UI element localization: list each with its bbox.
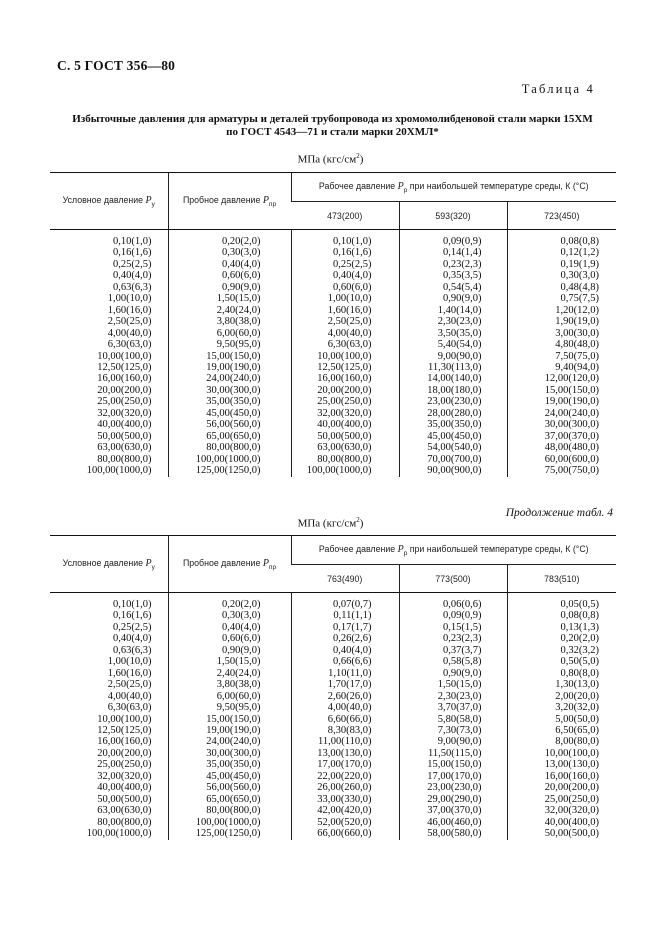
table-caption (50, 113, 615, 139)
table-cell: 100,00(1000,0) (86, 828, 152, 840)
table-cell: 20,00(200,0) (97, 747, 152, 759)
table-cell: 0,40(4,0) (291, 645, 399, 656)
table-cell: 4,00(40,0) (291, 328, 399, 339)
table-cell: 4,00(40,0) (291, 702, 399, 713)
table-cell: 25,00(250,0) (97, 759, 152, 771)
table-cell: 16,00(160,0) (97, 736, 152, 748)
table-cell: 80,00(800,0) (97, 453, 152, 465)
table-cell: 7,30(73,0) (399, 725, 507, 736)
table-cell: 0,35(3,5) (399, 270, 507, 281)
table-cell: 100,00(1000,0) (86, 465, 152, 477)
table-row (50, 633, 616, 644)
table-row (50, 373, 616, 384)
table-cell: 0,16(1,6) (113, 247, 152, 259)
table-cell: 0,60(6,0) (291, 282, 399, 293)
table-cell: 22,00(220,0) (291, 771, 399, 782)
table-body-1 (50, 230, 616, 477)
table-cell: 26,00(260,0) (291, 782, 399, 793)
table-row (50, 454, 616, 465)
table-cell: 2,50(25,0) (291, 316, 399, 327)
table-row (50, 656, 616, 667)
table-row (50, 782, 616, 793)
table-cell: 16,00(160,0) (97, 373, 152, 385)
header-working-pressure: Рабочее давление $P_р$ при наибольшей температуре среды, К (°С) (291, 536, 616, 565)
table-cell: 6,30(63,0) (107, 339, 152, 351)
header-nominal-pressure: Условное давление $P_y$ (50, 173, 168, 230)
units-suffix: ) (359, 153, 364, 166)
units-label-2 (0, 516, 661, 530)
table-cell: 1,50(15,0) (168, 656, 291, 667)
table-cell: 0,63(6,3) (113, 644, 152, 656)
table-cell: 3,80(38,0) (168, 679, 291, 690)
table-row (50, 748, 616, 759)
table-cell: 65,00(650,0) (168, 794, 291, 805)
page-header: С. 5 ГОСТ 356—80 (57, 58, 176, 73)
table-cell: 10,00(100,0) (507, 748, 616, 759)
table-cell: 0,10(1,0) (113, 599, 152, 610)
units-suffix: ) (359, 517, 364, 530)
table-cell: 50,00(500,0) (97, 793, 152, 805)
table-cell: 32,00(320,0) (97, 407, 152, 419)
table-cell: 2,30(23,0) (399, 316, 507, 327)
table-cell: 0,40(4,0) (168, 622, 291, 633)
table-cell: 25,00(250,0) (97, 396, 152, 408)
table-row (50, 362, 616, 373)
table-cell: 0,40(4,0) (291, 270, 399, 281)
table-cell: 1,70(17,0) (291, 679, 399, 690)
table-cell: 1,00(10,0) (107, 293, 152, 305)
table-row (50, 351, 616, 362)
table-cell: 3,70(37,0) (399, 702, 507, 713)
table-cell: 1,50(15,0) (399, 679, 507, 690)
header-test-pressure: Пробное давление $P_{пр}$ (168, 173, 291, 230)
table-row (50, 259, 616, 270)
table-cell: 0,23(2,3) (399, 259, 507, 270)
table-cell: 25,00(250,0) (507, 794, 616, 805)
table-cell: 0,14(1,4) (399, 247, 507, 258)
table-cell: 0,16(1,6) (113, 610, 152, 622)
table-row (50, 805, 616, 816)
table-cell: 17,00(170,0) (291, 759, 399, 770)
table-cell: 3,00(30,0) (507, 328, 616, 339)
table-cell: 2,50(25,0) (107, 316, 152, 328)
table-cell: 9,50(95,0) (168, 702, 291, 713)
table-cell: 29,00(290,0) (399, 794, 507, 805)
table-cell: 25,00(250,0) (291, 396, 399, 407)
table-cell: 12,00(120,0) (507, 373, 616, 384)
table-cell: 32,00(320,0) (291, 408, 399, 419)
table-row (50, 431, 616, 442)
table-cell: 6,30(63,0) (291, 339, 399, 350)
table-cell: 30,00(300,0) (168, 385, 291, 396)
header-test-pressure: Пробное давление $P_{пр}$ (168, 536, 291, 593)
table-row (50, 702, 616, 713)
table-row (50, 282, 616, 293)
table-row (50, 465, 616, 476)
table-cell: 1,60(16,0) (291, 305, 399, 316)
table-cell: 45,00(450,0) (168, 408, 291, 419)
table-cell: 56,00(560,0) (168, 782, 291, 793)
table-cell: 125,00(1250,0) (168, 465, 291, 476)
table-cell: 0,60(6,0) (168, 633, 291, 644)
table-cell: 0,60(6,0) (168, 270, 291, 281)
table-cell: 63,00(630,0) (97, 442, 152, 454)
table-cell: 33,00(330,0) (291, 794, 399, 805)
table-cell: 0,40(4,0) (113, 270, 152, 282)
table-cell: 0,25(2,5) (291, 259, 399, 270)
table-cell: 37,00(370,0) (507, 431, 616, 442)
table-cell: 1,00(10,0) (291, 293, 399, 304)
table-cell: 17,00(170,0) (399, 771, 507, 782)
table-cell: 12,50(125,0) (97, 361, 152, 373)
table-cell: 0,90(9,0) (168, 282, 291, 293)
header-nominal-pressure: Условное давление $P_y$ (50, 536, 168, 593)
table-row (50, 771, 616, 782)
table-row (50, 339, 616, 350)
table-cell: 125,00(1250,0) (168, 828, 291, 839)
table-cell: 1,90(19,0) (507, 316, 616, 327)
table-cell: 24,00(240,0) (168, 736, 291, 747)
table-cell: 50,00(500,0) (507, 828, 616, 839)
table-cell: 0,25(2,5) (113, 258, 152, 270)
table-cell: 100,00(1000,0) (291, 465, 399, 476)
table-cell: 9,00(90,0) (399, 351, 507, 362)
table-cell: 11,50(115,0) (399, 748, 507, 759)
table-cell: 19,00(190,0) (507, 396, 616, 407)
table-cell: 0,75(7,5) (507, 293, 616, 304)
table-cell: 10,00(100,0) (97, 713, 152, 725)
table-row (50, 293, 616, 304)
table-cell: 6,00(60,0) (168, 691, 291, 702)
table-cell: 1,60(16,0) (107, 667, 152, 679)
table-cell: 10,00(100,0) (291, 351, 399, 362)
table-cell: 10,00(100,0) (97, 350, 152, 362)
units-exponent: 2 (356, 152, 360, 160)
table-cell: 2,60(26,0) (291, 691, 399, 702)
table-cell: 23,00(230,0) (399, 782, 507, 793)
table-cell: 0,66(6,6) (291, 656, 399, 667)
table-row (50, 328, 616, 339)
header-temperature: 773(500) (399, 565, 507, 593)
table-cell: 15,00(150,0) (507, 385, 616, 396)
table-cell: 0,58(5,8) (399, 656, 507, 667)
caption-line-2: по ГОСТ 4543—71 и стали марки 20ХМЛ* (226, 126, 439, 138)
table-row (50, 270, 616, 281)
header-temperature: 473(200) (291, 202, 399, 230)
table-cell: 3,80(38,0) (168, 316, 291, 327)
table-cell: 42,00(420,0) (291, 805, 399, 816)
table-row (50, 408, 616, 419)
table-cell: 13,00(130,0) (507, 759, 616, 770)
table-cell: 0,30(3,0) (168, 247, 291, 258)
table-cell: 24,00(240,0) (507, 408, 616, 419)
caption-line-1: Избыточные давления для арматуры и деталей трубопровода из хромомолибденовой стали марки 15ХМ (72, 113, 593, 125)
table-cell: 66,00(660,0) (291, 828, 399, 839)
table-row (50, 442, 616, 453)
table-cell: 11,30(113,0) (399, 362, 507, 373)
table-cell: 9,00(90,0) (399, 736, 507, 747)
table-row (50, 385, 616, 396)
units-prefix: МПа (кгс/см (297, 153, 357, 166)
table-cell: 5,00(50,0) (507, 714, 616, 725)
table-cell: 6,60(66,0) (291, 714, 399, 725)
pressure-table-2 (50, 535, 616, 840)
table-cell: 75,00(750,0) (507, 465, 616, 476)
table-cell: 3,20(32,0) (507, 702, 616, 713)
table-row (50, 817, 616, 828)
table-cell: 15,00(150,0) (168, 714, 291, 725)
table-cell: 1,20(12,0) (507, 305, 616, 316)
table-cell: 6,50(65,0) (507, 725, 616, 736)
table-cell: 37,00(370,0) (399, 805, 507, 816)
table-cell: 32,00(320,0) (507, 805, 616, 816)
table-label: Таблица 4 (521, 82, 595, 96)
table-cell: 70,00(700,0) (399, 454, 507, 465)
table-cell: 0,05(0,5) (507, 593, 616, 611)
table-cell: 50,00(500,0) (291, 431, 399, 442)
table-cell: 80,00(800,0) (168, 805, 291, 816)
table-cell: 0,32(3,2) (507, 645, 616, 656)
table-cell: 0,10(1,0) (291, 230, 399, 248)
table-cell: 56,00(560,0) (168, 419, 291, 430)
table-cell: 0,08(0,8) (507, 230, 616, 248)
table-cell: 0,10(1,0) (113, 236, 152, 247)
table-row (50, 610, 616, 621)
table-cell: 48,00(480,0) (507, 442, 616, 453)
table-cell: 5,80(58,0) (399, 714, 507, 725)
table-cell: 0,20(2,0) (168, 593, 291, 611)
table-cell: 0,48(4,8) (507, 282, 616, 293)
table-row (50, 247, 616, 258)
table-cell: 11,00(110,0) (291, 736, 399, 747)
table-cell: 8,30(83,0) (291, 725, 399, 736)
table-cell: 15,00(150,0) (399, 759, 507, 770)
units-exponent: 2 (356, 516, 360, 524)
table-cell: 0,07(0,7) (291, 593, 399, 611)
table-cell: 63,00(630,0) (97, 805, 152, 817)
table-cell: 0,26(2,6) (291, 633, 399, 644)
table-cell: 0,50(5,0) (507, 656, 616, 667)
table-cell: 30,00(300,0) (507, 419, 616, 430)
header-temperature: 763(490) (291, 565, 399, 593)
table-cell: 19,00(190,0) (168, 362, 291, 373)
table-row (50, 396, 616, 407)
table-cell: 0,40(4,0) (168, 259, 291, 270)
table-cell: 0,54(5,4) (399, 282, 507, 293)
table-cell: 0,30(3,0) (168, 610, 291, 621)
table-row (50, 714, 616, 725)
table-cell: 15,00(150,0) (168, 351, 291, 362)
table-cell: 0,63(6,3) (113, 281, 152, 293)
table-row (50, 230, 616, 248)
table-cell: 4,00(40,0) (107, 327, 152, 339)
pressure-table-1 (50, 172, 616, 477)
table-cell: 5,40(54,0) (399, 339, 507, 350)
table-cell: 23,00(230,0) (399, 396, 507, 407)
table-row (50, 725, 616, 736)
table-cell: 28,00(280,0) (399, 408, 507, 419)
table-cell: 2,40(24,0) (168, 305, 291, 316)
table-cell: 0,20(2,0) (168, 230, 291, 248)
table-cell: 4,00(40,0) (107, 690, 152, 702)
table-row (50, 316, 616, 327)
table-cell: 18,00(180,0) (399, 385, 507, 396)
table-row (50, 679, 616, 690)
table-cell: 100,00(1000,0) (168, 817, 291, 828)
table-cell: 80,00(800,0) (97, 816, 152, 828)
table-cell: 30,00(300,0) (168, 748, 291, 759)
table-cell: 24,00(240,0) (168, 373, 291, 384)
table-cell: 65,00(650,0) (168, 431, 291, 442)
table-cell: 45,00(450,0) (399, 431, 507, 442)
table-cell: 1,30(13,0) (507, 679, 616, 690)
table-cell: 12,50(125,0) (291, 362, 399, 373)
units-label-1 (0, 152, 661, 166)
header-temperature: 783(510) (507, 565, 616, 593)
table-cell: 20,00(200,0) (507, 782, 616, 793)
table-cell: 2,30(23,0) (399, 691, 507, 702)
table-cell: 20,00(200,0) (291, 385, 399, 396)
table-row (50, 645, 616, 656)
table-cell: 0,37(3,7) (399, 645, 507, 656)
table-cell: 14,00(140,0) (399, 373, 507, 384)
table-cell: 80,00(800,0) (168, 442, 291, 453)
table-cell: 0,19(1,9) (507, 259, 616, 270)
table-row (50, 691, 616, 702)
table-cell: 0,08(0,8) (507, 610, 616, 621)
table-cell: 0,90(9,0) (399, 668, 507, 679)
table-cell: 9,40(94,0) (507, 362, 616, 373)
table-cell: 40,00(400,0) (97, 782, 152, 794)
header-working-pressure: Рабочее давление $P_р$ при наибольшей температуре среды, К (°С) (291, 173, 616, 202)
table-cell: 3,50(35,0) (399, 328, 507, 339)
table-cell: 52,00(520,0) (291, 817, 399, 828)
table-cell: 0,09(0,9) (399, 610, 507, 621)
table-cell: 12,50(125,0) (97, 724, 152, 736)
table-cell: 7,50(75,0) (507, 351, 616, 362)
table-cell: 0,80(8,0) (507, 668, 616, 679)
table-cell: 1,00(10,0) (107, 656, 152, 668)
table-cell: 8,00(80,0) (507, 736, 616, 747)
table-cell: 2,40(24,0) (168, 668, 291, 679)
table-cell: 40,00(400,0) (507, 817, 616, 828)
table-cell: 0,90(9,0) (399, 293, 507, 304)
table-cell: 100,00(1000,0) (168, 454, 291, 465)
table-cell: 1,50(15,0) (168, 293, 291, 304)
table-row (50, 736, 616, 747)
table-cell: 58,00(580,0) (399, 828, 507, 839)
table-row (50, 593, 616, 611)
table-cell: 2,50(25,0) (107, 679, 152, 691)
table-cell: 6,30(63,0) (107, 702, 152, 714)
table-cell: 0,40(4,0) (113, 633, 152, 645)
table-cell: 0,15(1,5) (399, 622, 507, 633)
table-cell: 0,12(1,2) (507, 247, 616, 258)
table-cell: 50,00(500,0) (97, 430, 152, 442)
table-cell: 1,10(11,0) (291, 668, 399, 679)
table-cell: 0,11(1,1) (291, 610, 399, 621)
table-cell: 1,60(16,0) (107, 304, 152, 316)
table-cell: 0,30(3,0) (507, 270, 616, 281)
table-row (50, 622, 616, 633)
table-cell: 0,06(0,6) (399, 593, 507, 611)
table-cell: 0,17(1,7) (291, 622, 399, 633)
table-row (50, 305, 616, 316)
table-cell: 90,00(900,0) (399, 465, 507, 476)
table-cell: 16,00(160,0) (291, 373, 399, 384)
table-cell: 19,00(190,0) (168, 725, 291, 736)
table-row (50, 668, 616, 679)
table-cell: 4,80(48,0) (507, 339, 616, 350)
table-cell: 40,00(400,0) (97, 419, 152, 431)
table-body-2 (50, 593, 616, 840)
table-cell: 45,00(450,0) (168, 771, 291, 782)
table-cell: 0,16(1,6) (291, 247, 399, 258)
table-cell: 35,00(350,0) (399, 419, 507, 430)
table-cell: 80,00(800,0) (291, 454, 399, 465)
table-cell: 35,00(350,0) (168, 396, 291, 407)
table-cell: 20,00(200,0) (97, 384, 152, 396)
table-cell: 13,00(130,0) (291, 748, 399, 759)
table-cell: 1,40(14,0) (399, 305, 507, 316)
units-prefix: МПа (кгс/см (297, 517, 357, 530)
table-cell: 6,00(60,0) (168, 328, 291, 339)
table-cell: 0,13(1,3) (507, 622, 616, 633)
table-cell: 40,00(400,0) (291, 419, 399, 430)
table-cell: 0,09(0,9) (399, 230, 507, 248)
table-row (50, 794, 616, 805)
table-cell: 0,20(2,0) (507, 633, 616, 644)
table-cell: 0,90(9,0) (168, 645, 291, 656)
table-cell: 16,00(160,0) (507, 771, 616, 782)
table-cell: 35,00(350,0) (168, 759, 291, 770)
header-temperature: 723(450) (507, 202, 616, 230)
table-row (50, 759, 616, 770)
table-cell: 46,00(460,0) (399, 817, 507, 828)
table-cell: 63,00(630,0) (291, 442, 399, 453)
table-cell: 9,50(95,0) (168, 339, 291, 350)
table-row (50, 419, 616, 430)
table-cell: 60,00(600,0) (507, 454, 616, 465)
table-row (50, 828, 616, 839)
table-cell: 54,00(540,0) (399, 442, 507, 453)
header-temperature: 593(320) (399, 202, 507, 230)
table-cell: 2,00(20,0) (507, 691, 616, 702)
table-cell: 0,23(2,3) (399, 633, 507, 644)
table-cell: 0,25(2,5) (113, 621, 152, 633)
table-cell: 32,00(320,0) (97, 770, 152, 782)
continuation-label: Продолжение табл. 4 (505, 507, 613, 519)
